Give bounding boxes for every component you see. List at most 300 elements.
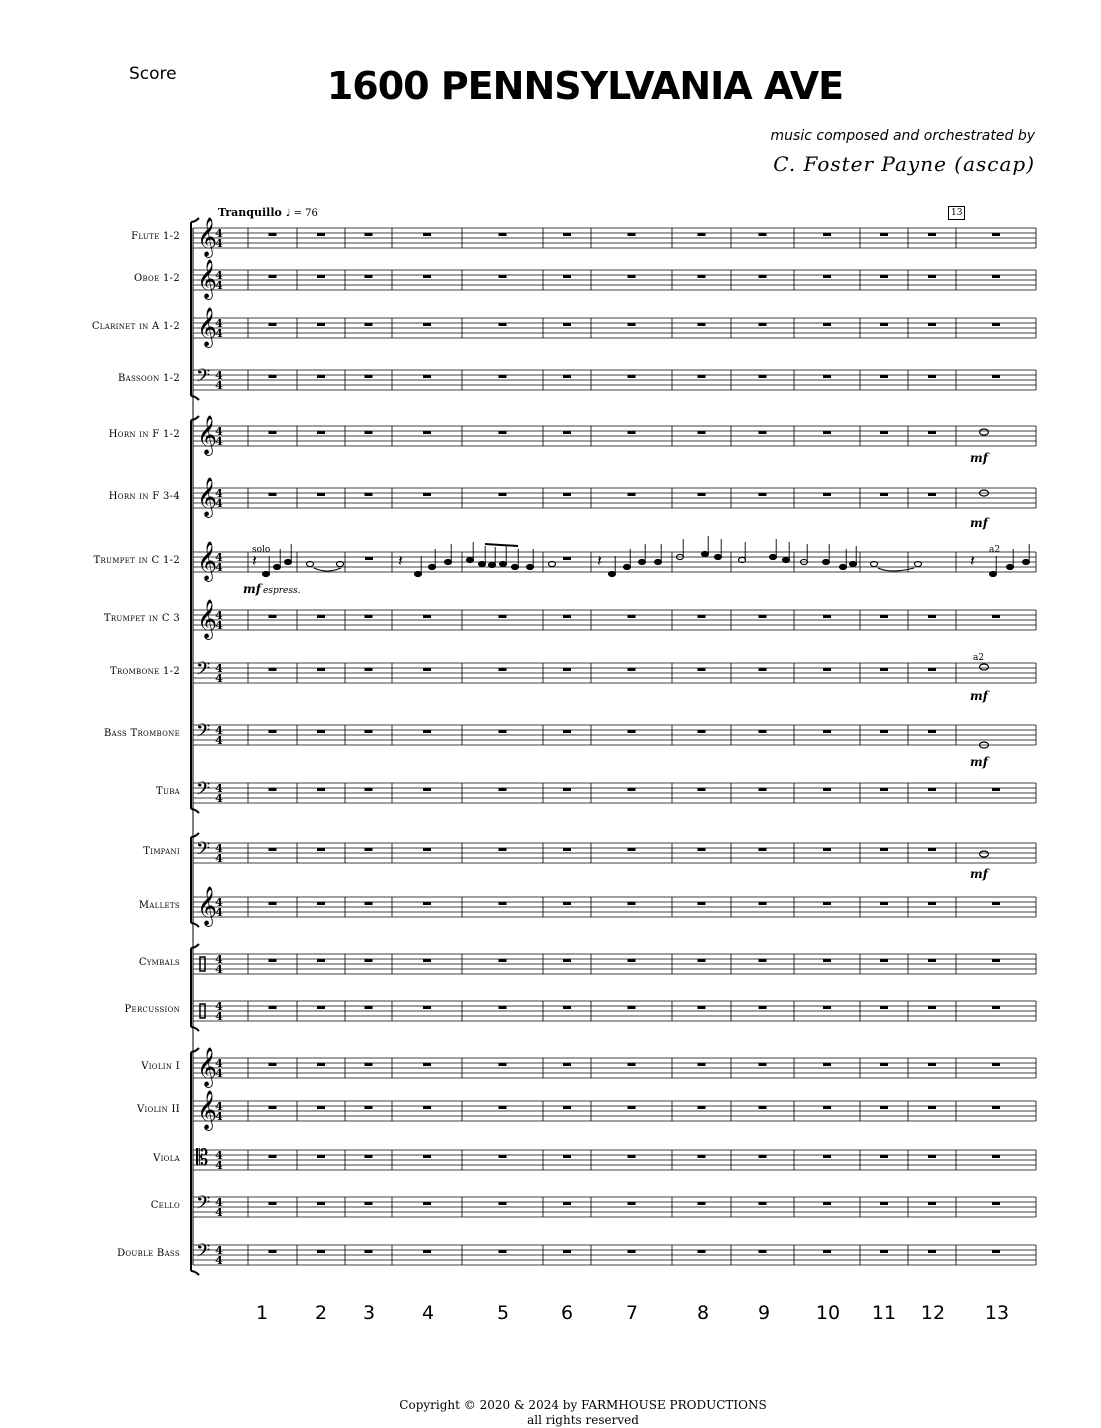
whole-rest	[423, 323, 431, 326]
whole-rest	[823, 959, 831, 962]
whole-rest	[563, 788, 571, 791]
whole-rest	[365, 1063, 373, 1066]
whole-rest	[759, 275, 767, 278]
whole-rest	[823, 730, 831, 733]
a2-marking: a2	[973, 653, 985, 663]
whole-rest	[928, 959, 936, 962]
treble-clef-icon: 𝄞	[197, 217, 218, 257]
whole-rest	[423, 1250, 431, 1253]
whole-rest	[698, 959, 706, 962]
whole-rest	[880, 1006, 888, 1009]
whole-rest	[628, 431, 636, 434]
whole-rest	[698, 1063, 706, 1066]
whole-rest	[880, 788, 888, 791]
time-signature-bottom: 4	[215, 1010, 223, 1023]
copyright	[0, 1398, 1101, 1428]
whole-rest	[269, 375, 277, 378]
measure-number: 7	[625, 1302, 639, 1324]
note	[467, 557, 474, 562]
score-label: Score	[129, 64, 177, 84]
whole-rest	[499, 668, 507, 671]
note	[609, 571, 616, 576]
note	[655, 559, 662, 564]
whole-rest	[269, 730, 277, 733]
whole-rest	[759, 375, 767, 378]
whole-rest	[880, 668, 888, 671]
whole-rest	[423, 1006, 431, 1009]
whole-rest	[317, 902, 325, 905]
whole-rest	[992, 902, 1000, 905]
whole-rest	[759, 848, 767, 851]
whole-rest	[880, 848, 888, 851]
whole-rest	[880, 959, 888, 962]
whole-rest	[499, 615, 507, 618]
whole-rest	[759, 323, 767, 326]
whole-note	[980, 429, 989, 435]
time-signature-top: 4	[215, 662, 223, 675]
treble-clef-icon: 𝄞	[197, 886, 218, 926]
whole-rest	[365, 1106, 373, 1109]
measure-number: 8	[696, 1302, 710, 1324]
whole-rest	[698, 902, 706, 905]
whole-rest	[563, 730, 571, 733]
whole-rest	[269, 1063, 277, 1066]
whole-rest	[269, 323, 277, 326]
dynamic-mf: mf	[970, 867, 988, 881]
bass-clef-icon: 𝄢	[196, 1193, 211, 1218]
time-signature-top: 4	[215, 317, 223, 330]
whole-rest	[928, 323, 936, 326]
whole-rest	[628, 493, 636, 496]
whole-rest	[823, 493, 831, 496]
whole-rest	[880, 431, 888, 434]
whole-rest	[992, 1202, 1000, 1205]
whole-rest	[317, 1202, 325, 1205]
whole-rest	[928, 1250, 936, 1253]
measure-number: 12	[920, 1302, 946, 1324]
whole-rest	[880, 1106, 888, 1109]
quarter-rest: 𝄽	[970, 551, 975, 570]
whole-rest	[759, 730, 767, 733]
whole-rest	[698, 275, 706, 278]
whole-rest	[563, 1063, 571, 1066]
instrument-label: Trombone 1-2	[110, 666, 180, 677]
note	[639, 559, 646, 564]
whole-rest	[823, 1063, 831, 1066]
note	[715, 554, 722, 559]
whole-rest	[823, 668, 831, 671]
time-signature-top: 4	[215, 551, 223, 564]
whole-rest	[269, 615, 277, 618]
whole-rest	[698, 668, 706, 671]
instrument-label: Bass Trombone	[103, 728, 180, 739]
note	[489, 562, 496, 567]
whole-rest	[269, 668, 277, 671]
note	[285, 559, 292, 564]
instrument-label: Clarinet in A 1-2	[91, 321, 180, 332]
time-signature-bottom: 4	[215, 435, 223, 448]
whole-rest	[759, 1250, 767, 1253]
whole-rest	[563, 323, 571, 326]
whole-rest	[823, 323, 831, 326]
staff	[193, 366, 1036, 392]
whole-rest	[698, 730, 706, 733]
note	[624, 564, 631, 569]
whole-rest	[423, 1106, 431, 1109]
whole-rest	[880, 902, 888, 905]
staff	[193, 1047, 1036, 1088]
treble-clef-icon: 𝄞	[197, 415, 218, 455]
treble-clef-icon: 𝄞	[197, 1090, 218, 1130]
time-signature-top: 4	[215, 953, 223, 966]
whole-rest	[928, 493, 936, 496]
whole-rest	[628, 1006, 636, 1009]
whole-rest	[269, 233, 277, 236]
whole-rest	[759, 1106, 767, 1109]
whole-rest	[698, 375, 706, 378]
whole-rest	[423, 615, 431, 618]
note	[1023, 559, 1030, 564]
rights-line: all rights reserved	[527, 1413, 639, 1427]
quarter-rest: 𝄽	[398, 551, 403, 570]
staff	[193, 659, 1036, 685]
composer-name: C. Foster Payne (ascap)	[773, 152, 1035, 176]
whole-rest	[423, 275, 431, 278]
whole-rest	[317, 323, 325, 326]
instrument-label: Horn in F 1-2	[108, 429, 180, 440]
whole-rest	[759, 788, 767, 791]
instrument-label: Violin I	[141, 1061, 180, 1072]
whole-rest	[317, 1250, 325, 1253]
time-signature-top: 4	[215, 1057, 223, 1070]
measure-number: 6	[560, 1302, 574, 1324]
whole-rest	[423, 233, 431, 236]
staff	[193, 477, 1036, 518]
whole-rest	[628, 788, 636, 791]
instrument-label: Flute 1-2	[131, 231, 180, 242]
whole-rest	[317, 375, 325, 378]
whole-rest	[563, 1006, 571, 1009]
whole-rest	[499, 431, 507, 434]
whole-rest	[992, 788, 1000, 791]
whole-rest	[563, 615, 571, 618]
whole-rest	[423, 668, 431, 671]
time-signature-top: 4	[215, 1100, 223, 1113]
whole-rest	[992, 959, 1000, 962]
bass-clef-icon: 𝄢	[196, 721, 211, 746]
whole-rest	[317, 431, 325, 434]
whole-rest	[499, 902, 507, 905]
credit-line: music composed and orchestrated by	[770, 128, 1035, 144]
whole-rest	[563, 375, 571, 378]
whole-rest	[759, 902, 767, 905]
alto-clef-icon: 𝄡	[196, 1146, 209, 1171]
whole-rest	[823, 1155, 831, 1158]
whole-rest	[365, 848, 373, 851]
whole-rest	[317, 275, 325, 278]
quarter-rest: 𝄽	[252, 551, 257, 570]
whole-rest	[880, 493, 888, 496]
whole-rest	[423, 788, 431, 791]
dynamic-mf: mf	[970, 689, 988, 703]
whole-rest	[823, 375, 831, 378]
dynamic-mf: mf	[243, 582, 261, 596]
whole-rest	[499, 1155, 507, 1158]
note	[1007, 564, 1014, 569]
whole-rest	[928, 1106, 936, 1109]
instrument-label: Trumpet in C 3	[103, 613, 180, 624]
time-signature-top: 4	[215, 487, 223, 500]
instrument-label: Trumpet in C 1-2	[93, 555, 180, 566]
whole-rest	[628, 1155, 636, 1158]
whole-rest	[317, 1063, 325, 1066]
whole-rest	[365, 233, 373, 236]
whole-rest	[759, 1063, 767, 1066]
whole-rest	[317, 615, 325, 618]
whole-rest	[317, 668, 325, 671]
time-signature-bottom: 4	[215, 561, 223, 574]
staff	[193, 1090, 1036, 1131]
whole-rest	[823, 1250, 831, 1253]
whole-rest	[499, 1202, 507, 1205]
whole-rest	[365, 275, 373, 278]
whole-rest	[269, 1202, 277, 1205]
note	[479, 561, 486, 566]
whole-rest	[823, 233, 831, 236]
whole-rest	[880, 1250, 888, 1253]
whole-rest	[423, 848, 431, 851]
whole-rest	[563, 959, 571, 962]
quarter-rest: 𝄽	[597, 551, 602, 570]
whole-rest	[563, 668, 571, 671]
whole-rest	[823, 1202, 831, 1205]
treble-clef-icon: 𝄞	[197, 307, 218, 347]
whole-rest	[880, 233, 888, 236]
whole-rest	[365, 730, 373, 733]
time-signature-bottom: 4	[215, 792, 223, 805]
whole-rest	[698, 848, 706, 851]
whole-rest	[759, 431, 767, 434]
whole-rest	[928, 902, 936, 905]
staff	[193, 217, 1036, 258]
time-signature-bottom: 4	[215, 672, 223, 685]
whole-rest	[823, 431, 831, 434]
time-signature-bottom: 4	[215, 279, 223, 292]
staff	[193, 953, 1036, 976]
bass-clef-icon: 𝄢	[196, 779, 211, 804]
time-signature-top: 4	[215, 1149, 223, 1162]
time-signature-top: 4	[215, 227, 223, 240]
note	[500, 561, 507, 566]
treble-clef-icon: 𝄞	[197, 259, 218, 299]
whole-rest	[628, 233, 636, 236]
whole-rest	[563, 1106, 571, 1109]
rehearsal-mark: 13	[948, 206, 965, 220]
whole-rest	[423, 1202, 431, 1205]
staff	[193, 1000, 1036, 1023]
whole-rest	[365, 902, 373, 905]
whole-rest	[628, 615, 636, 618]
time-signature-bottom: 4	[215, 327, 223, 340]
whole-rest	[365, 788, 373, 791]
staff	[193, 307, 1036, 348]
whole-rest	[928, 1006, 936, 1009]
note	[274, 564, 281, 569]
copyright-line: Copyright © 2020 & 2024 by FARMHOUSE PRODUCTIONS	[399, 1398, 767, 1412]
note	[783, 557, 790, 562]
whole-rest	[499, 375, 507, 378]
whole-rest	[992, 1250, 1000, 1253]
a2-marking: a2	[989, 545, 1001, 555]
note	[415, 571, 422, 576]
treble-clef-icon: 𝄞	[197, 599, 218, 639]
whole-rest	[928, 848, 936, 851]
time-signature-top: 4	[215, 609, 223, 622]
time-signature-bottom: 4	[215, 1159, 223, 1172]
whole-rest	[992, 1155, 1000, 1158]
measure-number: 3	[362, 1302, 376, 1324]
whole-rest	[628, 668, 636, 671]
whole-rest	[698, 431, 706, 434]
whole-rest	[423, 730, 431, 733]
staff	[193, 886, 1036, 927]
whole-rest	[563, 493, 571, 496]
time-signature-top: 4	[215, 1244, 223, 1257]
whole-rest	[365, 1155, 373, 1158]
whole-rest	[759, 1006, 767, 1009]
whole-rest	[499, 788, 507, 791]
note	[512, 564, 519, 569]
instrument-label: Oboe 1-2	[133, 273, 180, 284]
whole-rest	[628, 959, 636, 962]
whole-rest	[269, 848, 277, 851]
note	[702, 551, 709, 556]
instrument-label: Percussion	[124, 1004, 180, 1015]
treble-clef-icon: 𝄞	[197, 477, 218, 517]
whole-rest	[823, 275, 831, 278]
staff	[193, 779, 1036, 805]
whole-rest	[628, 1202, 636, 1205]
whole-rest	[365, 375, 373, 378]
whole-rest	[928, 615, 936, 618]
instrument-label: Bassoon 1-2	[117, 373, 180, 384]
whole-rest	[698, 493, 706, 496]
whole-rest	[269, 431, 277, 434]
whole-rest	[698, 615, 706, 618]
whole-rest	[928, 668, 936, 671]
tempo-bpm: ♩ = 76	[285, 208, 318, 219]
whole-rest	[698, 788, 706, 791]
whole-rest	[563, 1250, 571, 1253]
whole-rest	[880, 615, 888, 618]
time-signature-top: 4	[215, 842, 223, 855]
staff	[193, 1193, 1036, 1219]
whole-rest	[269, 788, 277, 791]
time-signature-bottom: 4	[215, 497, 223, 510]
whole-rest	[423, 375, 431, 378]
time-signature-bottom: 4	[215, 852, 223, 865]
instrument-label: Cymbals	[138, 957, 180, 968]
whole-rest	[992, 323, 1000, 326]
whole-rest	[269, 902, 277, 905]
treble-clef-icon: 𝄞	[197, 541, 218, 581]
whole-rest	[269, 275, 277, 278]
whole-rest	[563, 1155, 571, 1158]
whole-rest	[423, 493, 431, 496]
whole-rest	[823, 1106, 831, 1109]
whole-rest	[499, 275, 507, 278]
whole-rest	[423, 959, 431, 962]
note	[823, 559, 830, 564]
whole-rest	[423, 902, 431, 905]
whole-rest	[759, 493, 767, 496]
trumpet-melody	[252, 536, 1030, 577]
measure-number: 2	[314, 1302, 328, 1324]
whole-rest	[365, 493, 373, 496]
page-title: 1600 PENNSYLVANIA AVE	[326, 64, 844, 108]
whole-rest	[365, 615, 373, 618]
time-signature-bottom: 4	[215, 237, 223, 250]
whole-rest	[499, 323, 507, 326]
whole-rest	[317, 1155, 325, 1158]
whole-rest	[563, 848, 571, 851]
whole-rest	[365, 1202, 373, 1205]
measure-number: 10	[815, 1302, 841, 1324]
whole-rest	[928, 233, 936, 236]
whole-rest	[499, 233, 507, 236]
whole-rest	[317, 730, 325, 733]
whole-rest	[563, 902, 571, 905]
whole-rest	[759, 668, 767, 671]
time-signature-bottom: 4	[215, 379, 223, 392]
whole-rest	[269, 1006, 277, 1009]
whole-rest	[317, 493, 325, 496]
whole-rest	[365, 959, 373, 962]
staff	[193, 1146, 1036, 1172]
whole-rest	[880, 323, 888, 326]
bass-clef-icon: 𝄢	[196, 659, 211, 684]
whole-rest	[628, 323, 636, 326]
whole-rest	[880, 275, 888, 278]
time-signature-bottom: 4	[215, 734, 223, 747]
whole-rest	[563, 431, 571, 434]
whole-rest	[992, 1063, 1000, 1066]
espress-marking: espress.	[263, 586, 301, 596]
whole-rest	[759, 1155, 767, 1158]
time-signature-top: 4	[215, 896, 223, 909]
whole-rest	[365, 1006, 373, 1009]
whole-rest	[880, 1155, 888, 1158]
note	[445, 559, 452, 564]
time-signature-top: 4	[215, 1000, 223, 1013]
measure-number: 9	[757, 1302, 771, 1324]
staff	[193, 415, 1036, 456]
measure-number: 4	[421, 1302, 435, 1324]
whole-rest	[499, 1063, 507, 1066]
whole-rest	[499, 1106, 507, 1109]
staff	[193, 839, 1036, 865]
whole-rest	[317, 788, 325, 791]
whole-rest	[880, 1063, 888, 1066]
bass-clef-icon: 𝄢	[196, 839, 211, 864]
bass-clef-icon: 𝄢	[196, 1241, 211, 1266]
whole-rest	[563, 233, 571, 236]
whole-rest	[928, 375, 936, 378]
instrument-label: Mallets	[138, 900, 180, 911]
whole-rest	[823, 848, 831, 851]
whole-rest	[269, 1155, 277, 1158]
whole-rest	[628, 1063, 636, 1066]
